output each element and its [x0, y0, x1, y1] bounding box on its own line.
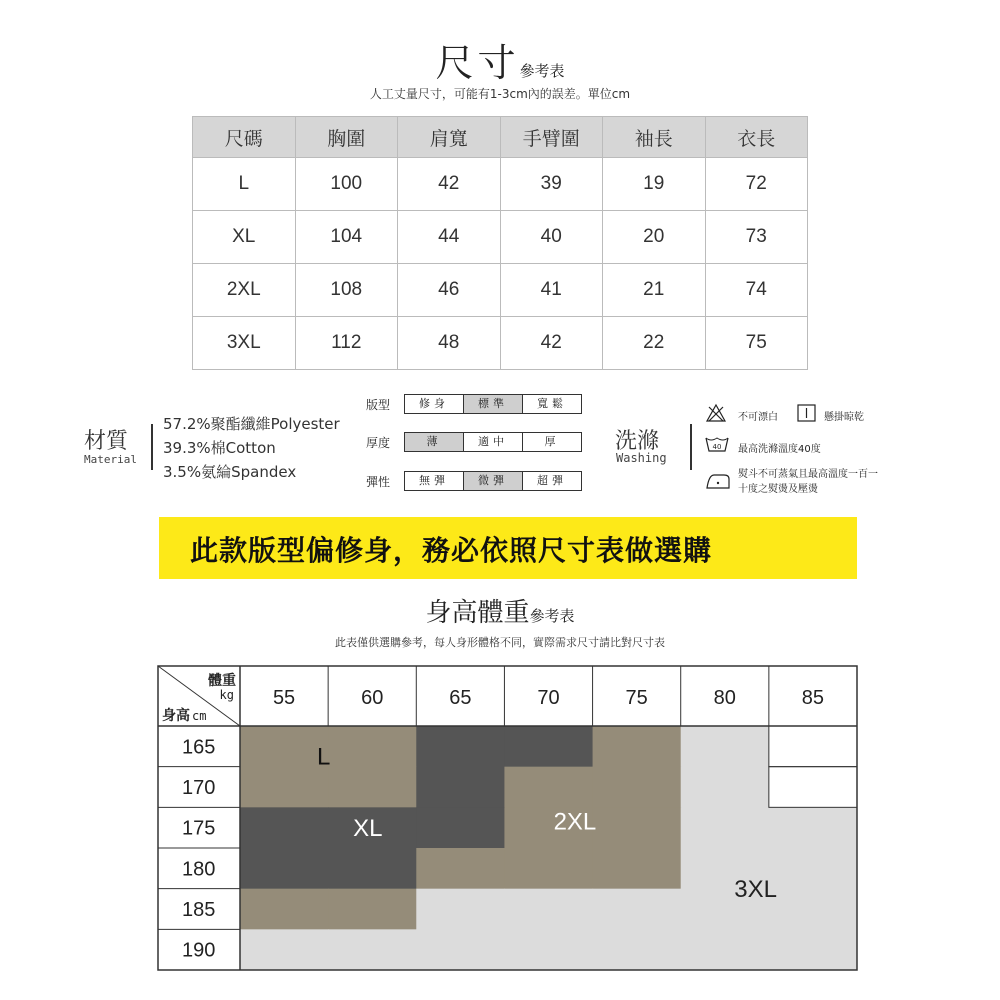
weight-chart-title-main: 身高體重 — [425, 598, 530, 628]
table-cell: 41 — [500, 264, 603, 317]
table-cell: 2XL — [193, 264, 296, 317]
table-cell: 21 — [603, 264, 706, 317]
size-chart-note: 人工丈量尺寸，可能有1-3cm內的誤差。單位cm — [369, 87, 631, 101]
hang-dry-text: 懸掛晾乾 — [824, 412, 864, 423]
size-region-cell — [416, 929, 505, 970]
height-header: 170 — [182, 777, 216, 799]
fit-option: 適中 — [464, 433, 523, 451]
size-region-cell — [681, 767, 770, 808]
header-cell: 手臂圍 — [500, 117, 603, 158]
weight-chart-title-suffix: 參考表 — [529, 607, 575, 625]
table-cell: 22 — [603, 317, 706, 370]
size-region-cell — [328, 929, 417, 970]
size-region-cell — [240, 929, 329, 970]
table-cell: 100 — [295, 158, 398, 211]
size-region-cell — [681, 726, 770, 767]
weight-header: 70 — [537, 687, 560, 709]
size-region-cell — [769, 889, 858, 930]
weight-header: 85 — [801, 687, 825, 709]
weight-header: 60 — [361, 687, 384, 709]
size-region-cell — [593, 889, 682, 930]
fit-option: 無彈 — [405, 472, 464, 490]
fit-warning-text: 此款版型偏修身，務必依照尺寸表做選購 — [190, 534, 713, 567]
size-region-cell — [769, 767, 858, 808]
size-region-cell — [681, 807, 770, 848]
corner-weight-label: 體重 — [208, 673, 236, 689]
header-cell: 衣長 — [705, 117, 808, 158]
table-cell: XL — [193, 211, 296, 264]
table-cell: 73 — [705, 211, 808, 264]
size-region-cell — [769, 726, 858, 767]
weight-chart-note: 此表僅供選購參考，每人身形體格不同，實際需求尺寸請比對尺寸表 — [335, 636, 665, 649]
table-cell: 72 — [705, 158, 808, 211]
size-region-cell — [240, 889, 329, 930]
corner-weight-unit: kg — [219, 688, 234, 702]
iron-text-line2: 十度之熨燙及壓燙 — [738, 484, 818, 495]
header-cell: 胸圍 — [295, 117, 398, 158]
no-bleach-text: 不可漂白 — [738, 412, 778, 423]
header-cell: 袖長 — [603, 117, 706, 158]
wash-temp-text: 最高洗滌溫度40度 — [738, 444, 821, 455]
size-region-cell — [769, 807, 858, 848]
size-region-cell — [769, 929, 858, 970]
chart-header-bg — [158, 666, 857, 726]
material-label: 材質 — [84, 429, 129, 454]
height-header: 175 — [182, 817, 216, 840]
material-item: 57.2%聚酯纖維Polyester — [163, 415, 340, 433]
size-region-label: 3XL — [734, 875, 777, 903]
table-cell: 74 — [705, 264, 808, 317]
fit-option: 厚 — [523, 433, 581, 451]
fit-label: 版型 — [366, 397, 391, 412]
size-region-cell — [504, 726, 593, 767]
fit-label: 厚度 — [366, 435, 391, 450]
table-cell: 112 — [295, 317, 398, 370]
size-region-cell — [416, 889, 505, 930]
weight-header: 65 — [449, 687, 472, 709]
weight-header: 55 — [272, 687, 296, 709]
size-region-cell — [504, 929, 593, 970]
table-cell: 42 — [398, 158, 501, 211]
height-header: 165 — [182, 736, 216, 759]
table-cell: 20 — [603, 211, 706, 264]
size-region-label: L — [317, 743, 331, 771]
size-region-cell — [416, 807, 505, 848]
size-region-cell — [593, 726, 682, 767]
table-cell: 44 — [398, 211, 501, 264]
size-region-cell — [593, 807, 682, 848]
fit-option: 寬鬆 — [523, 395, 581, 413]
material-sublabel: Material — [84, 453, 137, 466]
corner-height-unit: cm — [192, 709, 207, 723]
table-cell: 39 — [500, 158, 603, 211]
fit-option: 薄 — [405, 433, 464, 451]
size-region-cell — [593, 767, 682, 808]
material-item: 3.5%氨綸Spandex — [163, 463, 297, 481]
size-region-label: 2XL — [553, 808, 597, 836]
size-region-cell — [504, 767, 593, 808]
height-header: 180 — [182, 858, 216, 881]
fit-option: 微彈 — [464, 472, 523, 490]
size-region-cell — [240, 807, 329, 848]
size-region-cell — [328, 767, 417, 808]
size-region-cell — [240, 726, 329, 767]
table-cell: L — [193, 158, 296, 211]
table-cell: 40 — [500, 211, 603, 264]
header-cell: 尺碼 — [193, 117, 296, 158]
weight-header: 75 — [625, 687, 648, 709]
table-cell: 75 — [705, 317, 808, 370]
weight-header: 80 — [713, 687, 736, 709]
table-cell: 108 — [295, 264, 398, 317]
size-region-cell — [416, 848, 505, 889]
fit-option: 修身 — [405, 395, 464, 413]
size-region-cell — [328, 726, 417, 767]
size-region-cell — [769, 848, 858, 889]
size-region-cell — [240, 767, 329, 808]
size-region-cell — [240, 848, 329, 889]
table-cell: 46 — [398, 264, 501, 317]
height-header: 185 — [182, 899, 216, 921]
iron-text-line1: 熨斗不可蒸氣且最高溫度一百一 — [738, 469, 878, 480]
size-region-cell — [416, 767, 505, 808]
height-header: 190 — [182, 939, 216, 962]
size-region-cell — [416, 726, 505, 767]
material-item: 39.3%棉Cotton — [163, 439, 276, 457]
size-region-cell — [681, 929, 770, 970]
table-cell: 3XL — [193, 317, 296, 370]
size-region-cell — [328, 848, 417, 889]
washing-label: 洗滌 — [615, 429, 660, 454]
corner-height-label: 身高 — [162, 708, 190, 724]
size-region-cell — [504, 889, 593, 930]
size-region-label: XL — [353, 814, 383, 842]
fit-option: 超彈 — [523, 472, 581, 490]
size-chart-title-main: 尺寸 — [435, 41, 520, 85]
size-chart-title-suffix: 參考表 — [519, 62, 565, 80]
table-cell: 19 — [603, 158, 706, 211]
size-region-cell — [328, 889, 417, 930]
size-region-cell — [593, 929, 682, 970]
table-cell: 42 — [500, 317, 603, 370]
wash-temp-icon-text: 40 — [712, 443, 722, 451]
table-cell: 48 — [398, 317, 501, 370]
fit-option: 標準 — [464, 395, 523, 413]
size-region-cell — [504, 848, 593, 889]
header-cell: 肩寬 — [398, 117, 501, 158]
size-region-cell — [593, 848, 682, 889]
fit-label: 彈性 — [366, 474, 391, 489]
washing-sublabel: Washing — [616, 451, 667, 465]
table-cell: 104 — [295, 211, 398, 264]
